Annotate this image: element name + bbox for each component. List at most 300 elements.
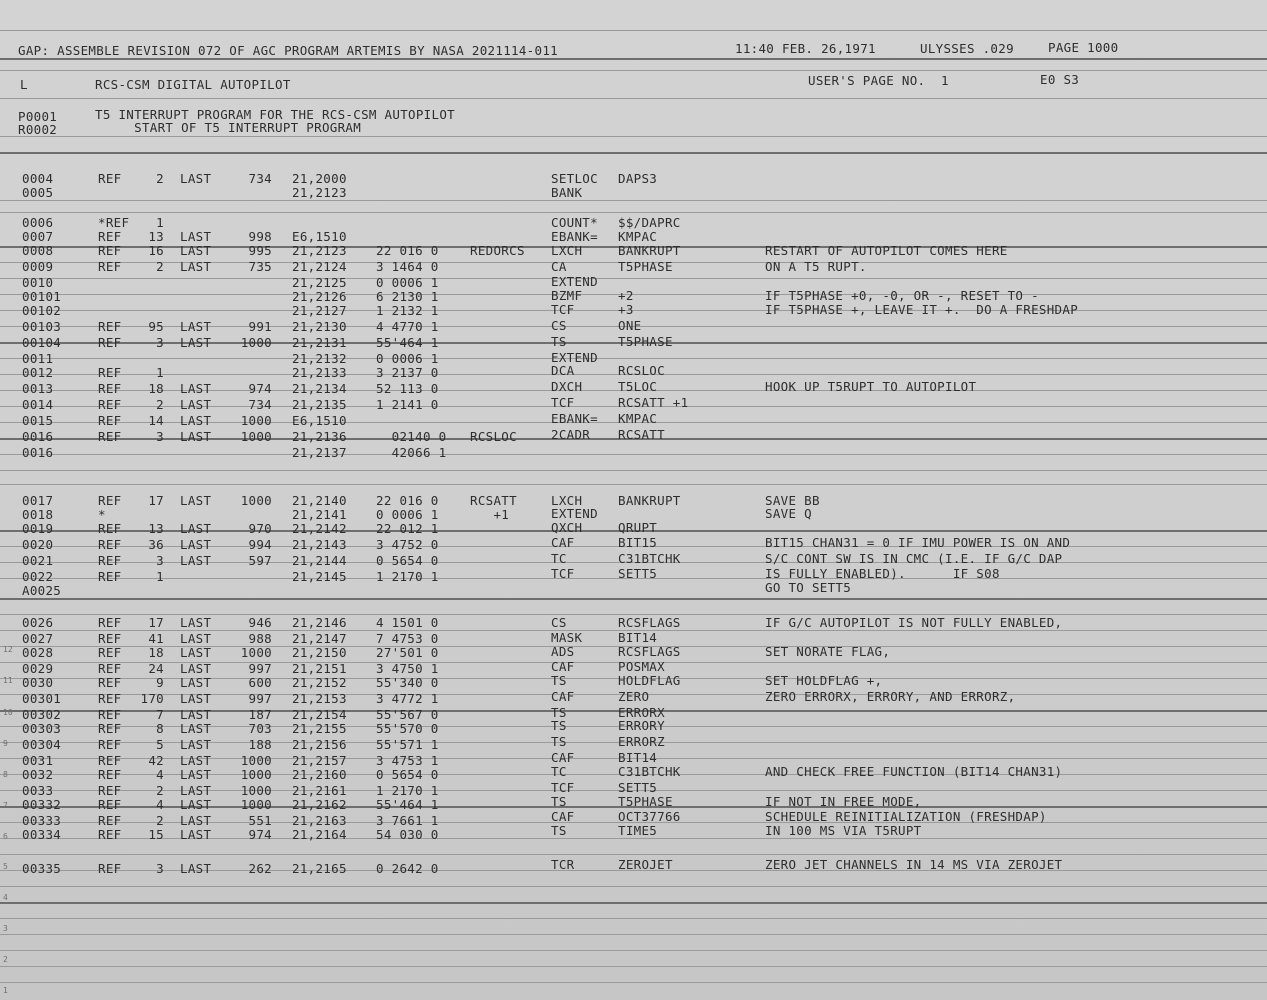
ref-count: 1 — [156, 365, 164, 380]
opcode: EBANK= — [551, 229, 598, 244]
last-field: LAST — [180, 229, 212, 244]
ref-field: REF — [98, 797, 122, 812]
address: 21,2136 — [292, 429, 347, 444]
last-number: 1000 — [240, 429, 272, 444]
ruled-line — [0, 598, 1267, 600]
ref-field: REF — [98, 429, 122, 444]
header-page-number: PAGE 1000 — [1048, 40, 1119, 55]
margin-number: 6 — [3, 832, 8, 841]
listing-row — [0, 172, 1267, 186]
last-field: LAST — [180, 813, 212, 828]
last-field: LAST — [180, 521, 212, 536]
opcode: TS — [551, 794, 567, 809]
ruled-line — [0, 152, 1267, 154]
ref-field: REF — [98, 767, 122, 782]
line-number: 0016 — [22, 429, 54, 444]
last-number: 997 — [248, 691, 272, 706]
last-field: LAST — [180, 661, 212, 676]
line-number: 00304 — [22, 737, 62, 752]
octal-code: 0 5654 0 — [376, 553, 439, 568]
operand: ZEROJET — [618, 857, 673, 872]
opcode: TS — [551, 734, 567, 749]
last-number: 974 — [248, 827, 272, 842]
listing-row — [0, 216, 1267, 230]
last-number: 1000 — [240, 335, 272, 350]
last-number: 735 — [248, 259, 272, 274]
opcode: ADS — [551, 644, 575, 659]
line-number: 0016 — [22, 445, 54, 460]
ruled-line — [0, 58, 1267, 60]
operand: KMPAC — [618, 411, 658, 426]
address: 21,2133 — [292, 365, 347, 380]
opcode: 2CADR — [551, 427, 591, 442]
last-number: 1000 — [240, 493, 272, 508]
line-number: 0010 — [22, 275, 54, 290]
octal-code: 55'340 0 — [376, 675, 439, 690]
margin-number: 3 — [3, 924, 8, 933]
last-number: 1000 — [240, 413, 272, 428]
octal-code: 0 2642 0 — [376, 861, 439, 876]
last-number: 970 — [248, 521, 272, 536]
margin-number: 5 — [3, 862, 8, 871]
opcode: LXCH — [551, 243, 583, 258]
address: 21,2142 — [292, 521, 347, 536]
ref-count: 3 — [156, 429, 164, 444]
opcode: SETLOC — [551, 171, 598, 186]
line-number: 0007 — [22, 229, 54, 244]
ref-count: 2 — [156, 397, 164, 412]
listing-row — [0, 260, 1267, 274]
listing-row — [0, 304, 1267, 318]
ruled-line — [0, 918, 1267, 919]
line-number: 0027 — [22, 631, 54, 646]
last-field: LAST — [180, 707, 212, 722]
ref-field: REF — [98, 721, 122, 736]
margin-number: 7 — [3, 801, 8, 810]
opcode: TS — [551, 673, 567, 688]
octal-code: 4 4770 1 — [376, 319, 439, 334]
last-number: 597 — [248, 553, 272, 568]
last-field: LAST — [180, 783, 212, 798]
comment: ZERO ERRORX, ERRORY, AND ERRORZ, — [765, 689, 1016, 704]
ref-count: 17 — [148, 493, 164, 508]
listing-row — [0, 673, 1267, 690]
operand: KMPAC — [618, 229, 658, 244]
line-number: 00335 — [22, 861, 62, 876]
operand: BANKRUPT — [618, 493, 681, 508]
margin-number: 8 — [3, 770, 8, 779]
octal-code: 22 016 0 — [376, 243, 439, 258]
opcode: TS — [551, 718, 567, 733]
label-field: RCSATT — [470, 493, 517, 508]
comment: ON A T5 RUPT. — [765, 259, 867, 274]
ref-count: 2 — [156, 813, 164, 828]
ruled-line — [0, 470, 1267, 471]
octal-code: 6 2130 1 — [376, 289, 439, 304]
octal-code: 55'464 1 — [376, 335, 439, 350]
last-number: 946 — [248, 615, 272, 630]
last-number: 551 — [248, 813, 272, 828]
operand: SETT5 — [618, 780, 658, 795]
last-field: LAST — [180, 721, 212, 736]
line-number: 0019 — [22, 521, 54, 536]
line-number: 00104 — [22, 335, 62, 350]
listing-row — [0, 336, 1267, 350]
comment: IF T5PHASE +0, -0, OR -, RESET TO - — [765, 288, 1039, 303]
address: 21,2131 — [292, 335, 347, 350]
last-field: LAST — [180, 493, 212, 508]
subheader-mark: L — [20, 77, 28, 92]
address: 21,2125 — [292, 275, 347, 290]
ref-field: REF — [98, 783, 122, 798]
last-field: LAST — [180, 259, 212, 274]
octal-code: 3 4753 1 — [376, 753, 439, 768]
last-number: 1000 — [240, 767, 272, 782]
listing-row — [0, 427, 1267, 444]
operand: BANKRUPT — [618, 243, 681, 258]
last-number: 1000 — [240, 753, 272, 768]
ref-count: 3 — [156, 335, 164, 350]
header-system: ULYSSES .029 — [920, 41, 1014, 56]
last-number: 998 — [248, 229, 272, 244]
ref-count: 13 — [148, 229, 164, 244]
octal-code: 0 0006 1 — [376, 507, 439, 522]
last-number: 1000 — [240, 645, 272, 660]
opcode: LXCH — [551, 493, 583, 508]
address: 21,2156 — [292, 737, 347, 752]
last-number: 995 — [248, 243, 272, 258]
operand: HOLDFLAG — [618, 673, 681, 688]
octal-code: 3 1464 0 — [376, 259, 439, 274]
operand: OCT37766 — [618, 809, 681, 824]
listing-row — [0, 857, 1267, 876]
intro-text: T5 INTERRUPT PROGRAM FOR THE RCS-CSM AUTOPILOT — [95, 107, 455, 122]
line-number: 0020 — [22, 537, 54, 552]
ruled-line — [0, 136, 1267, 137]
ref-field: * — [98, 507, 106, 522]
opcode: CS — [551, 615, 567, 630]
line-number: 0033 — [22, 783, 54, 798]
ruled-line — [0, 30, 1267, 31]
opcode: TS — [551, 705, 567, 720]
comment: IF G/C AUTOPILOT IS NOT FULLY ENABLED, — [765, 615, 1063, 630]
octal-code: 3 4772 1 — [376, 691, 439, 706]
octal-code: 0 0006 1 — [376, 275, 439, 290]
address: 21,2123 — [292, 185, 347, 200]
opcode: EXTEND — [551, 350, 598, 365]
listing-row — [0, 494, 1267, 508]
ruled-line — [0, 484, 1267, 485]
label-field: RCSLOC — [470, 429, 517, 444]
line-number: 00103 — [22, 319, 62, 334]
operand: C31BTCHK — [618, 764, 681, 779]
address: 21,2165 — [292, 861, 347, 876]
operand: T5PHASE — [618, 334, 673, 349]
last-field: LAST — [180, 381, 212, 396]
octal-code: 7 4753 0 — [376, 631, 439, 646]
opcode: EXTEND — [551, 274, 598, 289]
ref-count: 36 — [148, 537, 164, 552]
last-number: 991 — [248, 319, 272, 334]
line-number: 0015 — [22, 413, 54, 428]
operand: ERRORZ — [618, 734, 665, 749]
address: 21,2150 — [292, 645, 347, 660]
comment: IF NOT IN FREE MODE, — [765, 794, 922, 809]
ref-count: 42 — [148, 753, 164, 768]
line-number: 0004 — [22, 171, 54, 186]
ruled-line — [0, 886, 1267, 887]
comment: HOOK UP T5RUPT TO AUTOPILOT — [765, 379, 977, 394]
ref-field: REF — [98, 537, 122, 552]
line-number: 00332 — [22, 797, 62, 812]
ref-count: 18 — [148, 381, 164, 396]
address: 21,2000 — [292, 171, 347, 186]
operand: +2 — [618, 288, 634, 303]
address: 21,2146 — [292, 615, 347, 630]
last-field: LAST — [180, 861, 212, 876]
ruled-line — [0, 950, 1267, 951]
operand: +3 — [618, 302, 634, 317]
operand: BIT14 — [618, 750, 658, 765]
ref-field: REF — [98, 813, 122, 828]
address: 21,2154 — [292, 707, 347, 722]
last-number: 1000 — [240, 783, 272, 798]
ruled-line — [0, 966, 1267, 967]
octal-code: 27'501 0 — [376, 645, 439, 660]
comment: IF T5PHASE +, LEAVE IT +. DO A FRESHDAP — [765, 302, 1079, 317]
comment: SCHEDULE REINITIALIZATION (FRESHDAP) — [765, 809, 1047, 824]
subheader-name: RCS-CSM DIGITAL AUTOPILOT — [95, 77, 291, 92]
opcode: DCA — [551, 363, 575, 378]
line-number: A0025 — [22, 583, 62, 598]
margin-number: 2 — [3, 955, 8, 964]
line-number: 0008 — [22, 243, 54, 258]
address: 21,2163 — [292, 813, 347, 828]
operand: QRUPT — [618, 520, 658, 535]
line-number: 0005 — [22, 185, 54, 200]
ref-field: REF — [98, 661, 122, 676]
margin-number: 1 — [3, 986, 8, 995]
listing-row — [0, 689, 1267, 706]
ref-field: REF — [98, 171, 122, 186]
operand: ZERO — [618, 689, 650, 704]
header-datetime: 11:40 FEB. 26,1971 — [735, 41, 876, 56]
line-number: 0021 — [22, 553, 54, 568]
last-field: LAST — [180, 553, 212, 568]
last-number: 974 — [248, 381, 272, 396]
address: 21,2134 — [292, 381, 347, 396]
label-field: REDORCS — [470, 243, 525, 258]
address: 21,2147 — [292, 631, 347, 646]
address: 21,2140 — [292, 493, 347, 508]
line-number: 0031 — [22, 753, 54, 768]
last-field: LAST — [180, 827, 212, 842]
ref-count: 41 — [148, 631, 164, 646]
opcode: DXCH — [551, 379, 583, 394]
ref-field: REF — [98, 229, 122, 244]
last-field: LAST — [180, 675, 212, 690]
operand: T5PHASE — [618, 259, 673, 274]
ref-field: REF — [98, 631, 122, 646]
ref-count: 3 — [156, 861, 164, 876]
opcode: TCR — [551, 857, 575, 872]
listing-row — [0, 379, 1267, 396]
listing-row — [0, 446, 1267, 460]
operand: POSMAX — [618, 659, 665, 674]
comment: GO TO SETT5 — [765, 580, 852, 595]
line-number: 0022 — [22, 569, 54, 584]
ref-count: 1 — [156, 569, 164, 584]
opcode: TC — [551, 551, 567, 566]
operand: RCSFLAGS — [618, 615, 681, 630]
margin-number: 12 — [3, 645, 13, 654]
listing-row — [0, 395, 1267, 412]
address: 21,2151 — [292, 661, 347, 676]
opcode: CAF — [551, 689, 575, 704]
last-number: 734 — [248, 171, 272, 186]
last-number: 994 — [248, 537, 272, 552]
line-number: 0018 — [22, 507, 54, 522]
ruled-line — [0, 902, 1267, 904]
last-number: 703 — [248, 721, 272, 736]
comment: IS FULLY ENABLED). IF S08 — [765, 566, 1000, 581]
opcode: QXCH — [551, 520, 583, 535]
ref-count: 4 — [156, 767, 164, 782]
listing-row — [0, 580, 1267, 598]
ref-count: 14 — [148, 413, 164, 428]
address: 21,2135 — [292, 397, 347, 412]
users-page-number: USER'S PAGE NO. 1 — [808, 73, 949, 88]
last-field: LAST — [180, 243, 212, 258]
octal-code: 42066 1 — [376, 445, 447, 460]
last-field: LAST — [180, 397, 212, 412]
operand: RCSATT — [618, 427, 665, 442]
line-number: 00302 — [22, 707, 62, 722]
octal-code: 1 2132 1 — [376, 303, 439, 318]
address: 21,2124 — [292, 259, 347, 274]
opcode: TS — [551, 823, 567, 838]
line-number: 00301 — [22, 691, 62, 706]
last-field: LAST — [180, 691, 212, 706]
ref-count: 5 — [156, 737, 164, 752]
operand: BIT14 — [618, 630, 658, 645]
last-number: 188 — [248, 737, 272, 752]
ref-field: REF — [98, 493, 122, 508]
octal-code: 54 030 0 — [376, 827, 439, 842]
operand: DAPS3 — [618, 171, 658, 186]
opcode: TS — [551, 334, 567, 349]
opcode: CAF — [551, 750, 575, 765]
opcode: CA — [551, 259, 567, 274]
ref-field: *REF — [98, 215, 130, 230]
intro-text: START OF T5 INTERRUPT PROGRAM — [95, 120, 362, 135]
address: E6,1510 — [292, 229, 347, 244]
ref-field: REF — [98, 645, 122, 660]
ref-field: REF — [98, 243, 122, 258]
comment: AND CHECK FREE FUNCTION (BIT14 CHAN31) — [765, 764, 1063, 779]
listing-row — [0, 522, 1267, 536]
operand: SETT5 — [618, 566, 658, 581]
last-number: 262 — [248, 861, 272, 876]
operand: RCSATT +1 — [618, 395, 689, 410]
ref-field: REF — [98, 675, 122, 690]
ref-field: REF — [98, 381, 122, 396]
ref-field: REF — [98, 521, 122, 536]
last-field: LAST — [180, 753, 212, 768]
address: 21,2145 — [292, 569, 347, 584]
opcode: TCF — [551, 395, 575, 410]
ref-count: 16 — [148, 243, 164, 258]
listing-row — [0, 566, 1267, 584]
last-field: LAST — [180, 335, 212, 350]
operand: T5PHASE — [618, 794, 673, 809]
operand: $$/DAPRC — [618, 215, 681, 230]
comment: SAVE Q — [765, 506, 812, 521]
margin-number: 4 — [3, 893, 8, 902]
ref-count: 4 — [156, 797, 164, 812]
listing-row — [0, 230, 1267, 244]
comment: SET NORATE FLAG, — [765, 644, 891, 659]
last-field: LAST — [180, 645, 212, 660]
operand: ERRORY — [618, 718, 665, 733]
listing-row — [0, 535, 1267, 552]
opcode: TCF — [551, 780, 575, 795]
comment: BIT15 CHAN31 = 0 IF IMU POWER IS ON AND — [765, 535, 1071, 550]
address: 21,2144 — [292, 553, 347, 568]
line-number: 0032 — [22, 767, 54, 782]
opcode: CS — [551, 318, 567, 333]
ref-count: 2 — [156, 783, 164, 798]
margin-number: 11 — [3, 676, 13, 685]
line-number: 0029 — [22, 661, 54, 676]
opcode: CAF — [551, 659, 575, 674]
line-number: 0030 — [22, 675, 54, 690]
line-number: 00334 — [22, 827, 62, 842]
address: E6,1510 — [292, 413, 347, 428]
ruled-line — [0, 98, 1267, 99]
operand: T5LOC — [618, 379, 658, 394]
octal-code: 0 0006 1 — [376, 351, 439, 366]
operand: C31BTCHK — [618, 551, 681, 566]
last-field: LAST — [180, 797, 212, 812]
listing-row — [0, 186, 1267, 200]
ref-count: 1 — [156, 215, 164, 230]
ref-count: 170 — [140, 691, 164, 706]
octal-code: 3 2137 0 — [376, 365, 439, 380]
address: 21,2155 — [292, 721, 347, 736]
opcode: CAF — [551, 535, 575, 550]
line-number: 0013 — [22, 381, 54, 396]
ref-field: REF — [98, 753, 122, 768]
address: 21,2126 — [292, 289, 347, 304]
line-number: 0009 — [22, 259, 54, 274]
opcode: CAF — [551, 809, 575, 824]
listing-row — [0, 411, 1267, 428]
line-number: 00102 — [22, 303, 62, 318]
ref-count: 7 — [156, 707, 164, 722]
octal-code: 02140 0 — [376, 429, 447, 444]
comment: ZERO JET CHANNELS IN 14 MS VIA ZEROJET — [765, 857, 1063, 872]
operand: ONE — [618, 318, 642, 333]
opcode: TCF — [551, 566, 575, 581]
ref-field: REF — [98, 553, 122, 568]
ref-field: REF — [98, 737, 122, 752]
ruled-line — [0, 982, 1267, 983]
label-field: +1 — [470, 507, 510, 522]
address: 21,2164 — [292, 827, 347, 842]
ref-count: 9 — [156, 675, 164, 690]
ref-count: 15 — [148, 827, 164, 842]
